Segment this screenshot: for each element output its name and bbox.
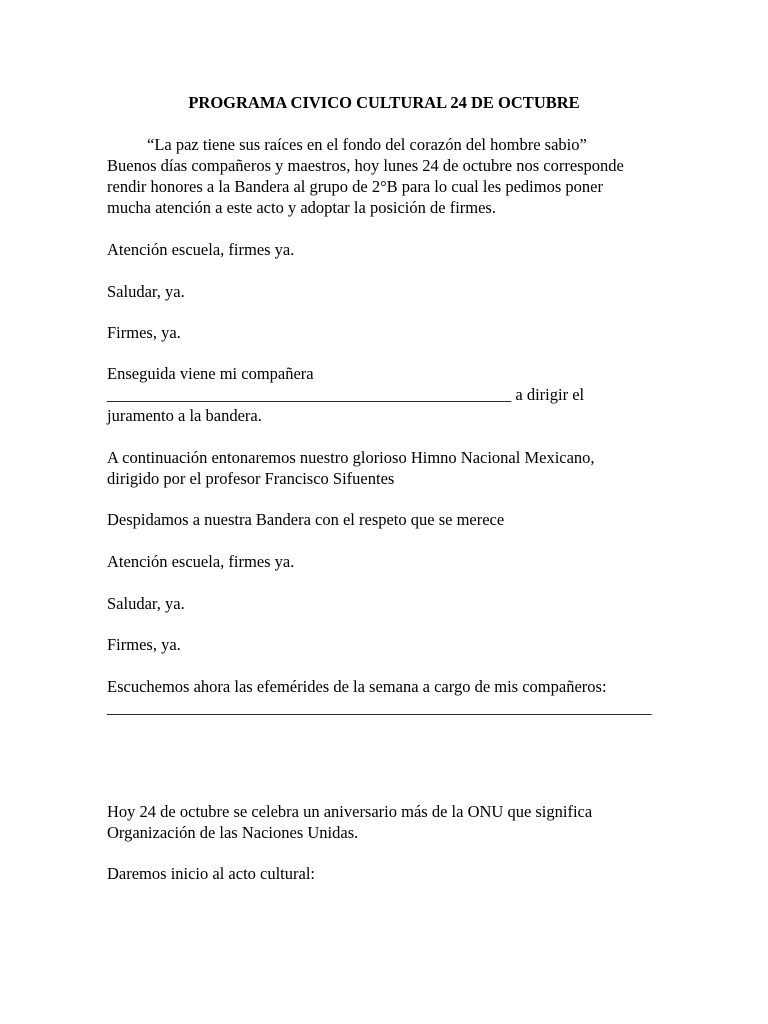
onu-line-2: Organización de las Naciones Unidas. [107,823,359,842]
farewell-line: Despidamos a nuestra Bandera con el respeto que se merece [107,510,505,529]
intro-line-3: mucha atención a este acto y adoptar la posición de firmes. [107,198,496,217]
command-firm-1: Firmes, ya. [107,323,181,342]
quote-line: “La paz tiene sus raíces en el fondo del corazón del hombre sabio” [147,135,587,154]
command-salute-2: Saludar, ya. [107,594,185,613]
command-firm-2: Firmes, ya. [107,635,181,654]
intro-line-2: rendir honores a la Bandera al grupo de 2°B para lo cual les pedimos poner [107,177,603,196]
closing-line: Daremos inicio al acto cultural: [107,864,316,883]
command-attention-1: Atención escuela, firmes ya. [107,240,295,259]
intro-line-1: Buenos días compañeros y maestros, hoy lunes 24 de octubre nos corresponde [107,156,624,175]
command-attention-2: Atención escuela, firmes ya. [107,552,295,571]
ephemeris-line-2: __________________________________________________________________ [107,698,652,717]
anthem-line-2: dirigido por el profesor Francisco Sifuentes [107,469,395,488]
oath-line-1: Enseguida viene mi compañera [107,364,314,383]
oath-line-2: _________________________________________________ a dirigir el [107,385,585,404]
onu-line-1: Hoy 24 de octubre se celebra un aniversario más de la ONU que significa [107,802,593,821]
anthem-line-1: A continuación entonaremos nuestro glorioso Himno Nacional Mexicano, [107,448,595,467]
ephemeris-line-1: Escuchemos ahora las efemérides de la semana a cargo de mis compañeros: [107,677,607,696]
document-title: PROGRAMA CIVICO CULTURAL 24 DE OCTUBRE [188,93,580,112]
command-salute-1: Saludar, ya. [107,282,185,301]
oath-line-3: juramento a la bandera. [107,406,262,425]
